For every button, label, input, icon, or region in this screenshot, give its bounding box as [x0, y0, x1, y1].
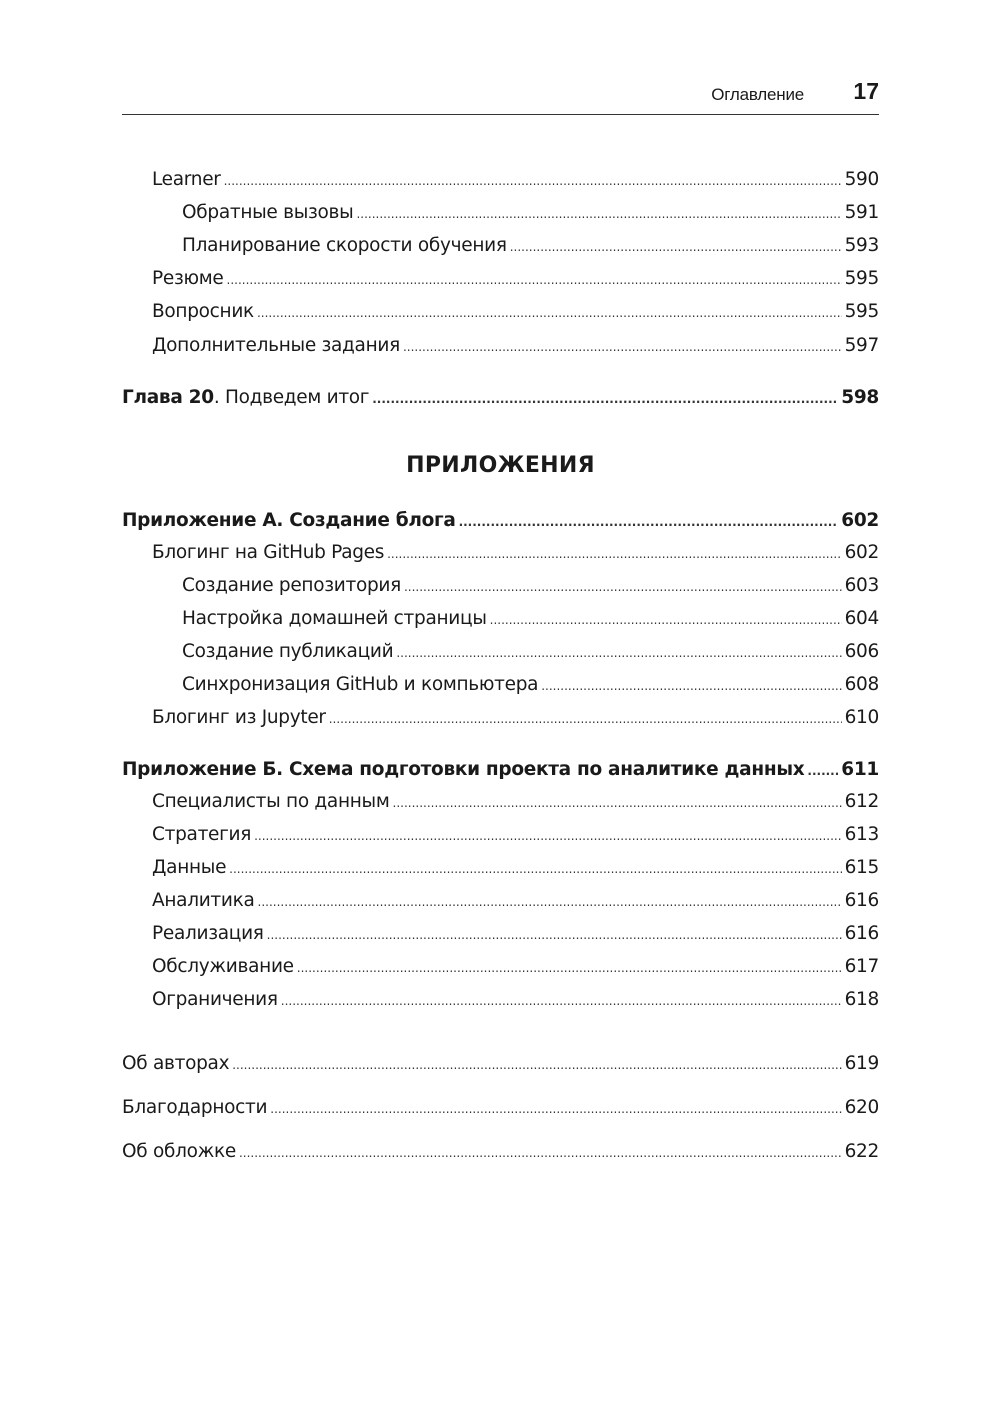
toc-entry[interactable]	[182, 640, 879, 665]
toc-entry[interactable]	[182, 607, 879, 632]
toc-entry-page: 617	[844, 956, 879, 977]
toc-entry-page: 602	[841, 510, 879, 531]
leader-dots	[541, 673, 841, 698]
leader-dots	[404, 574, 842, 599]
toc-entry[interactable]	[182, 574, 879, 599]
toc-entry[interactable]	[152, 988, 879, 1013]
toc-appendix-title	[122, 758, 804, 782]
leader-dots	[281, 988, 842, 1013]
leader-dots	[267, 922, 842, 947]
toc-entry[interactable]	[152, 889, 879, 914]
toc-entry-page: 598	[841, 387, 879, 408]
chapter-label: Глава 20	[122, 387, 214, 408]
toc-entry[interactable]	[152, 922, 879, 947]
toc-entry-page: 616	[844, 890, 879, 911]
appendix-name: . Схема подготовки проекта по аналитике данных	[276, 759, 805, 780]
toc-entry-page: 602	[844, 542, 879, 563]
leader-dots	[393, 790, 842, 815]
toc-entry-title: Аналитика	[152, 890, 255, 911]
leader-dots	[257, 300, 842, 325]
toc-entry[interactable]	[152, 856, 879, 881]
toc-entry-page: 593	[844, 235, 879, 256]
toc-entry-page: 595	[844, 268, 879, 289]
toc-entry-title: Настройка домашней страницы	[182, 608, 487, 629]
toc-entry-page: 606	[844, 641, 879, 662]
toc-entry-page: 603	[844, 575, 879, 596]
toc-chapter-entry[interactable]	[122, 386, 879, 411]
appendix-name: . Создание блога	[276, 510, 456, 531]
leader-dots	[232, 1052, 841, 1077]
toc-entry-title: Благодарности	[122, 1097, 268, 1118]
leader-dots	[403, 334, 842, 359]
toc-entry-title: Создание репозитория	[182, 575, 401, 596]
leader-dots	[329, 706, 842, 731]
toc-entry-page: 595	[844, 301, 879, 322]
toc-entry[interactable]	[152, 790, 879, 815]
toc-entry-page: 620	[844, 1097, 879, 1118]
toc-entry-title: Вопросник	[152, 301, 254, 322]
toc-entry-title: Обслуживание	[152, 956, 294, 977]
leader-dots	[229, 856, 841, 881]
toc-entry-page: 590	[844, 169, 879, 190]
leader-dots	[254, 823, 841, 848]
toc-entry-title: Дополнительные задания	[152, 335, 400, 356]
toc-entry-title: Специалисты по данным	[152, 791, 390, 812]
toc-entry-title: Реализация	[152, 923, 264, 944]
toc-entry[interactable]	[152, 300, 879, 325]
leader-dots	[227, 267, 842, 292]
toc-entry[interactable]	[152, 706, 879, 731]
section-heading: ПРИЛОЖЕНИЯ	[406, 453, 595, 478]
toc-entry[interactable]	[152, 955, 879, 980]
toc-appendix-title	[122, 509, 456, 533]
toc-entry-title: Синхронизация GitHub и компьютера	[182, 674, 539, 695]
toc-entry-page: 604	[844, 608, 879, 629]
appendix-label: Приложение А	[122, 510, 277, 531]
toc-entry-title: Об обложке	[122, 1141, 236, 1162]
leader-dots	[270, 1096, 841, 1121]
toc-entry-title: Обратные вызовы	[182, 202, 354, 223]
toc-chapter-title	[122, 386, 369, 410]
toc-entry-page: 610	[844, 707, 879, 728]
toc-entry-title: Блогинг из Jupyter	[152, 707, 326, 728]
toc-entry-page: 612	[844, 791, 879, 812]
toc-entry[interactable]	[182, 201, 879, 226]
running-title: Оглавление	[711, 85, 804, 104]
toc-entry[interactable]	[152, 823, 879, 848]
toc-entry-page: 613	[844, 824, 879, 845]
toc-entry-page: 616	[844, 923, 879, 944]
toc-entry-page: 591	[844, 202, 879, 223]
toc-entry-title: Learner	[152, 169, 221, 190]
toc-entry[interactable]	[152, 168, 879, 193]
toc-entry-title: Ограничения	[152, 989, 278, 1010]
toc-entry-page: 615	[844, 857, 879, 878]
toc-entry-title: Данные	[152, 857, 227, 878]
leader-dots	[239, 1140, 842, 1165]
toc-entry[interactable]	[182, 673, 879, 698]
leader-dots	[396, 640, 841, 665]
toc-entry[interactable]	[152, 541, 879, 566]
page-number: 17	[853, 78, 879, 104]
toc-entry-title: Планирование скорости обучения	[182, 235, 507, 256]
toc-appendix-entry[interactable]	[122, 758, 879, 783]
toc-entry-title: Создание публикаций	[182, 641, 394, 662]
leader-dots	[387, 541, 841, 566]
toc-entry[interactable]	[122, 1140, 879, 1165]
leader-dots	[356, 201, 841, 226]
toc-entry[interactable]	[152, 267, 879, 292]
leader-dots	[258, 889, 842, 914]
leader-dots	[224, 168, 842, 193]
toc-entry-title: Стратегия	[152, 824, 252, 845]
page-header	[122, 78, 879, 115]
leader-dots	[372, 386, 838, 411]
toc-entry-page: 608	[844, 674, 879, 695]
leader-dots	[807, 758, 838, 783]
appendix-label: Приложение Б	[122, 759, 277, 780]
toc-entry[interactable]	[122, 1096, 879, 1121]
toc-appendix-entry[interactable]	[122, 509, 879, 534]
toc-entry-title: Резюме	[152, 268, 224, 289]
toc-entry[interactable]	[122, 1052, 879, 1077]
toc-entry[interactable]	[182, 234, 879, 259]
toc-entry-page: 622	[844, 1141, 879, 1162]
toc-entry-page: 619	[844, 1053, 879, 1074]
toc-entry-page: 618	[844, 989, 879, 1010]
toc-entry-page: 611	[841, 759, 879, 780]
leader-dots	[490, 607, 842, 632]
toc-entry-title: Блогинг на GitHub Pages	[152, 542, 385, 563]
leader-dots	[510, 234, 842, 259]
leader-dots	[297, 955, 842, 980]
toc-entry-page: 597	[844, 335, 879, 356]
chapter-name: . Подведем итог	[213, 387, 370, 408]
leader-dots	[459, 509, 839, 534]
toc-entry[interactable]	[152, 334, 879, 359]
toc-entry-title: Об авторах	[122, 1053, 230, 1074]
